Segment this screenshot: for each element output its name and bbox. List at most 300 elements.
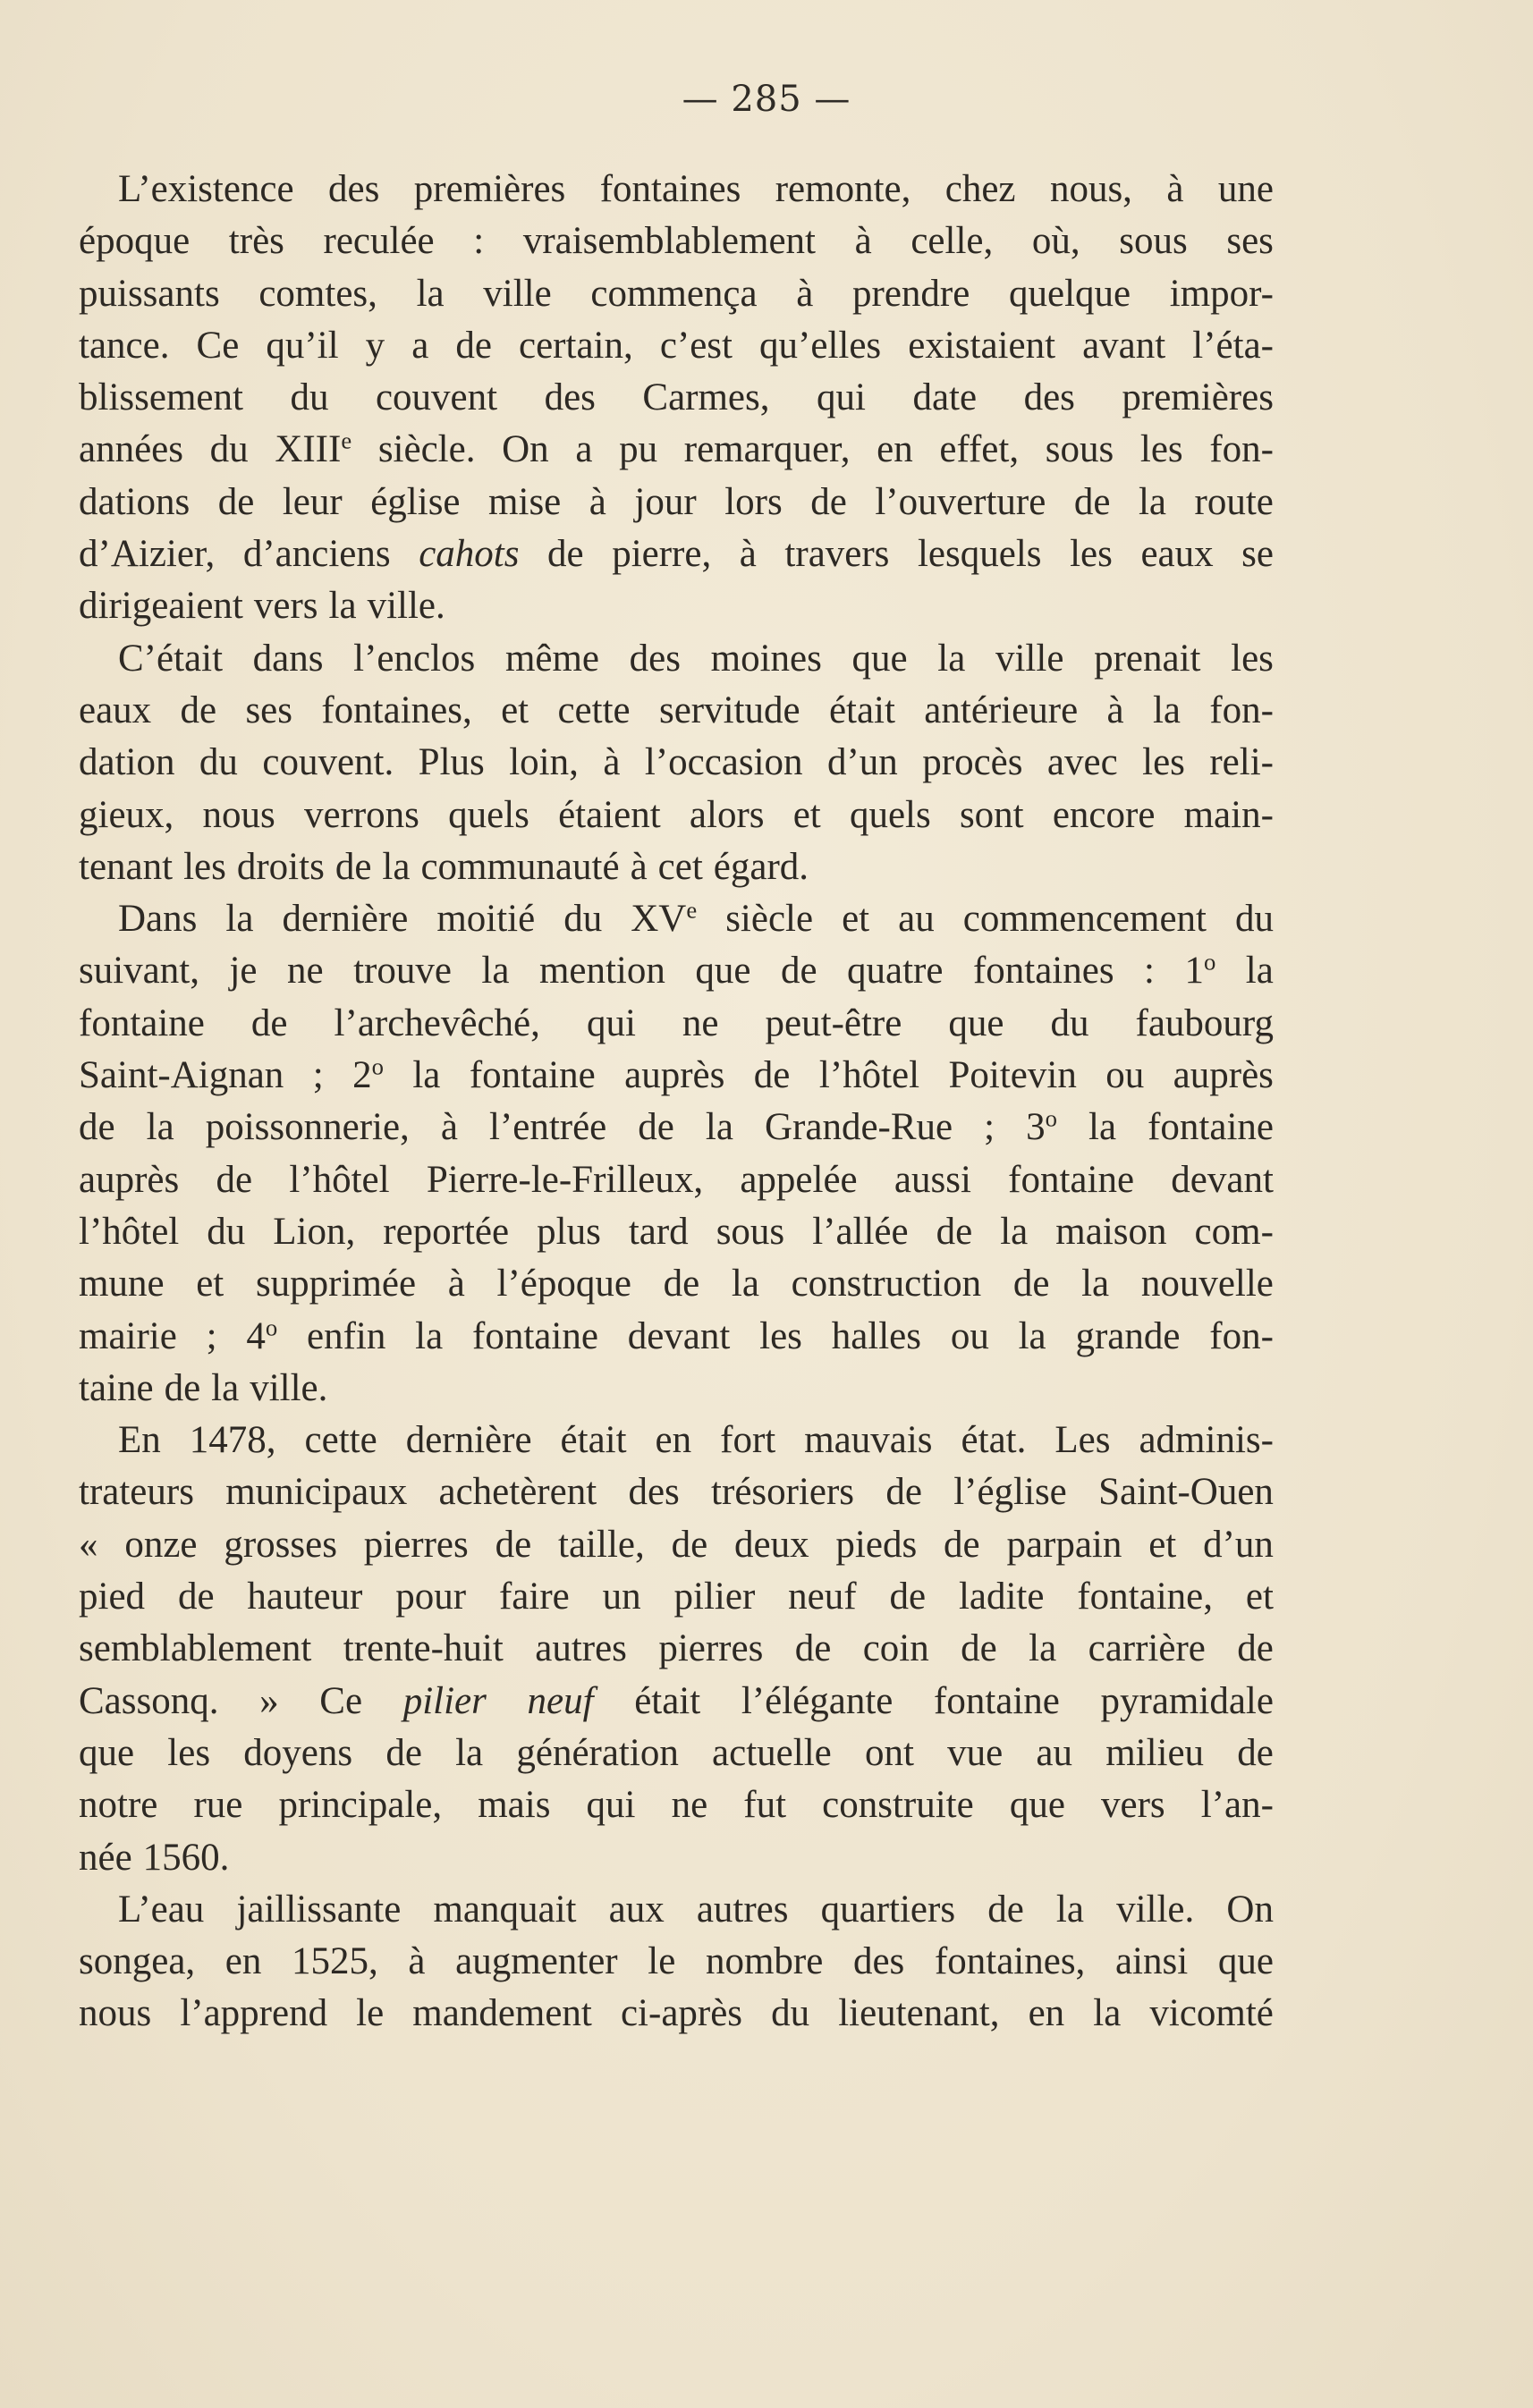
text-word: fut <box>743 1784 787 1827</box>
text-word: fontaine <box>469 1054 596 1097</box>
text-word: c’est <box>659 324 733 367</box>
text-word: et <box>1245 1576 1274 1618</box>
text-word: y <box>365 324 385 367</box>
text-word: chez <box>944 168 1016 210</box>
text-word: fontaine <box>934 1679 1060 1722</box>
text-word: encore <box>1052 793 1156 836</box>
text-word: ; <box>206 1314 217 1357</box>
text-word: le <box>648 1940 676 1983</box>
text-word: comtes, <box>258 272 377 315</box>
text-word: route <box>1194 480 1274 523</box>
text-word: mention <box>538 950 665 993</box>
text-word: sous <box>716 1210 785 1253</box>
text-word: du <box>290 376 329 419</box>
text-word: a <box>575 428 593 471</box>
text-word: tance. <box>79 324 170 367</box>
text-word: l’éta- <box>1192 324 1274 367</box>
superscript: o <box>265 1313 278 1340</box>
text-word: 4$^o$ <box>246 1313 278 1357</box>
text-word: mauvais <box>804 1419 933 1462</box>
text-word: à <box>1106 689 1124 731</box>
text-word: l’entrée <box>488 1106 607 1149</box>
text-word: taille, <box>558 1523 645 1566</box>
text-line <box>79 528 1274 580</box>
text-word: fon- <box>1209 428 1274 471</box>
text-line <box>79 268 1274 320</box>
text-word: eaux <box>79 689 152 731</box>
text-word: vraisemblablement <box>522 220 816 263</box>
text-word: commencement <box>962 898 1207 941</box>
text-word: pyramidale <box>1100 1679 1274 1722</box>
text-word: où, <box>1031 220 1080 263</box>
text-line <box>79 1415 1274 1466</box>
text-word: certain, <box>519 324 633 367</box>
text-word: du <box>209 428 249 471</box>
text-line <box>79 737 1274 789</box>
text-word: de <box>164 1366 201 1409</box>
text-word: la <box>455 1731 484 1774</box>
text-word: suivant, <box>79 950 199 993</box>
text-word: était <box>634 1679 701 1722</box>
text-word: quels <box>448 793 529 836</box>
text-word: augmenter <box>455 1940 618 1983</box>
text-word: procès <box>922 741 1023 784</box>
text-word: ses <box>1226 220 1274 263</box>
text-word: tenant <box>79 845 174 888</box>
text-word: carrière <box>1088 1627 1206 1670</box>
text-word: couvent. <box>262 741 394 784</box>
text-word: remonte, <box>775 168 911 210</box>
text-line <box>79 477 1274 528</box>
text-word: L’existence <box>118 168 294 210</box>
text-line <box>79 1884 1274 1936</box>
text-word: de <box>385 1731 422 1774</box>
text-word: Ce <box>319 1679 363 1722</box>
text-word: les <box>1070 533 1113 576</box>
text-word: taine <box>79 1366 154 1409</box>
text-word: d’un <box>1203 1523 1274 1566</box>
text-word: la <box>481 950 510 993</box>
text-word: de <box>1237 1627 1274 1670</box>
text-word: Cassonq. <box>79 1679 219 1722</box>
text-word: ; <box>984 1106 995 1149</box>
text-word: de <box>180 689 217 731</box>
text-line <box>79 1779 1274 1831</box>
text-word: qui <box>586 1001 636 1044</box>
text-word: au <box>898 898 935 941</box>
text-word: du <box>563 898 603 941</box>
text-word: des <box>1023 376 1075 419</box>
text-word: ne <box>682 1001 719 1044</box>
text-word: principale, <box>278 1784 443 1827</box>
text-word: dation <box>79 741 175 784</box>
text-word: la <box>416 272 445 315</box>
text-word: fontaine, <box>1077 1576 1213 1618</box>
text-word: hauteur <box>247 1576 363 1618</box>
text-word: XIIIe <box>275 427 352 471</box>
text-line <box>79 685 1274 737</box>
text-word: à <box>589 480 606 523</box>
text-word: enfin <box>307 1314 386 1357</box>
text-word: avec <box>1046 741 1118 784</box>
text-word: mandement <box>412 1992 592 2035</box>
text-word: que <box>948 1001 1004 1044</box>
text-word: mais <box>478 1784 551 1827</box>
text-line <box>79 841 1274 893</box>
text-word: nous <box>79 1992 152 2035</box>
text-word: neuf <box>527 1679 594 1722</box>
text-word: l’allée <box>812 1210 909 1253</box>
text-word: Ce <box>196 324 240 367</box>
text-word: le <box>356 1992 385 2035</box>
text-word: à <box>447 1263 465 1305</box>
text-word: la <box>415 1314 444 1357</box>
text-line <box>79 790 1274 841</box>
text-word: se <box>1241 533 1274 576</box>
text-word: à <box>796 272 814 315</box>
text-word: les <box>1142 741 1185 784</box>
text-word: à <box>440 1106 458 1149</box>
text-word: en <box>655 1419 692 1462</box>
text-word: fontaines, <box>934 1940 1086 1983</box>
text-word: ; <box>312 1054 324 1097</box>
text-word: et <box>196 1263 224 1305</box>
text-word: municipaux <box>225 1471 408 1514</box>
text-word: tard <box>628 1210 689 1253</box>
text-word: ainsi <box>1114 1940 1189 1983</box>
text-word: de <box>944 1523 980 1566</box>
text-word: née <box>79 1836 132 1879</box>
text-word: à <box>854 220 872 263</box>
text-word: ses <box>245 689 293 731</box>
text-word: était <box>560 1419 627 1462</box>
text-word: dans <box>252 637 324 680</box>
text-word: onze <box>124 1523 198 1566</box>
text-word: la <box>1088 1106 1117 1149</box>
text-word: aussi <box>894 1158 971 1201</box>
text-word: premières <box>1122 376 1274 419</box>
text-word: de <box>663 1263 700 1305</box>
text-line <box>79 1623 1274 1675</box>
text-line <box>79 1676 1274 1728</box>
text-word: la <box>382 845 411 888</box>
text-word: de <box>671 1523 708 1566</box>
text-word: mune <box>79 1263 165 1305</box>
text-word: d’anciens <box>242 533 391 576</box>
text-line <box>79 320 1274 372</box>
text-word: ci-après <box>620 1992 743 2035</box>
text-word: les <box>1231 637 1274 680</box>
text-word: grande <box>1075 1314 1181 1357</box>
text-word: que <box>1009 1784 1065 1827</box>
text-word: halles <box>831 1314 922 1357</box>
text-word: des <box>328 168 380 210</box>
page-number: — 285 — <box>682 79 851 120</box>
text-word: L’eau <box>118 1888 205 1931</box>
text-word: avant <box>1082 324 1166 367</box>
text-word: auprès <box>624 1054 725 1097</box>
text-word: de <box>780 950 817 993</box>
text-word: de <box>753 1054 791 1097</box>
text-word: moines <box>710 637 822 680</box>
text-word: un <box>602 1576 641 1618</box>
text-word: vers <box>1101 1784 1165 1827</box>
text-word: auprès <box>79 1158 180 1201</box>
text-word: à <box>603 741 621 784</box>
text-word: date <box>912 376 978 419</box>
text-word: dernière <box>405 1419 532 1462</box>
text-word: que <box>695 950 751 993</box>
text-line <box>79 1519 1274 1571</box>
text-word: de <box>987 1888 1024 1931</box>
text-word: devant <box>627 1314 731 1357</box>
text-word: de <box>455 324 492 367</box>
text-word: la <box>1152 689 1181 731</box>
text-word: la <box>731 1263 759 1305</box>
text-word: ville <box>995 637 1064 680</box>
text-word: de <box>177 1576 215 1618</box>
text-line <box>79 1466 1274 1518</box>
text-word: en <box>1028 1992 1065 2035</box>
text-word: Saint-Ouen <box>1098 1471 1274 1514</box>
text-word: de <box>1073 480 1111 523</box>
text-word: la <box>1055 1888 1084 1931</box>
text-word: pieds <box>835 1523 918 1566</box>
text-word: Saint-Aignan <box>79 1054 284 1097</box>
text-word: faire <box>498 1576 570 1618</box>
text-word: nous <box>202 793 275 836</box>
text-word: trouve <box>353 950 452 993</box>
text-word: rue <box>193 1784 243 1827</box>
text-word: fon- <box>1209 689 1274 731</box>
text-word: auprès <box>1173 1054 1274 1097</box>
text-word: de <box>547 533 584 576</box>
text-word: notre <box>79 1784 158 1827</box>
text-word: siècle <box>725 898 814 941</box>
text-word: de <box>1237 1731 1274 1774</box>
text-word: la <box>1029 1627 1057 1670</box>
text-word: nous, <box>1049 168 1132 210</box>
text-word: fort <box>720 1419 776 1462</box>
text-line <box>79 1154 1274 1206</box>
text-word: pilier <box>402 1679 487 1722</box>
text-word: nombre <box>705 1940 824 1983</box>
text-word: reportée <box>383 1210 510 1253</box>
text-word: ou <box>1105 1054 1145 1097</box>
text-word: mise <box>488 480 562 523</box>
text-word: reculée <box>323 220 435 263</box>
text-word: commença <box>590 272 758 315</box>
text-word: sous <box>1119 220 1188 263</box>
text-word: 1560. <box>142 1836 230 1879</box>
text-word: blissement <box>79 376 243 419</box>
text-word: l’église <box>953 1471 1067 1514</box>
text-word: parpain <box>1006 1523 1122 1566</box>
text-word: fontaine <box>79 1001 205 1044</box>
text-word: verrons <box>303 793 419 836</box>
text-line <box>79 1102 1274 1153</box>
text-word: effet, <box>939 428 1020 471</box>
superscript: e <box>686 896 698 924</box>
text-word: antérieure <box>924 689 1079 731</box>
text-word: impor- <box>1169 272 1274 315</box>
text-word: était <box>828 689 895 731</box>
text-word: Grande-Rue <box>765 1106 953 1149</box>
text-line <box>79 998 1274 1050</box>
text-word: à <box>1166 168 1184 210</box>
text-word: : <box>1144 950 1155 993</box>
text-word: étaient <box>558 793 661 836</box>
text-word: je <box>229 950 258 993</box>
text-word: fontaines <box>599 168 741 210</box>
text-word: lors <box>724 480 783 523</box>
text-word: les <box>1139 428 1183 471</box>
text-word: mairie <box>79 1314 177 1357</box>
text-word: premières <box>413 168 566 210</box>
text-word: des <box>852 1940 905 1983</box>
text-word: main- <box>1183 793 1274 836</box>
text-word: communauté <box>420 845 620 888</box>
text-word: eaux <box>1140 533 1214 576</box>
text-word: Lion, <box>273 1210 356 1253</box>
text-word: des <box>629 637 681 680</box>
text-word: Dans <box>118 898 198 941</box>
text-word: cahots <box>419 533 520 576</box>
text-word: jour <box>634 480 697 523</box>
text-word: même <box>504 637 600 680</box>
text-word: de <box>885 1471 922 1514</box>
text-word: fontaine <box>1008 1158 1135 1201</box>
text-word: pu <box>619 428 658 471</box>
text-word: l’ouverture <box>875 480 1046 523</box>
text-word: puissants <box>79 272 220 315</box>
text-word: ne <box>286 950 324 993</box>
text-word: que <box>79 1731 135 1774</box>
text-word: de <box>79 1106 115 1149</box>
text-word: leur <box>282 480 343 523</box>
text-word: reli- <box>1209 741 1274 784</box>
text-word: à <box>739 533 757 576</box>
text-line <box>79 1206 1274 1258</box>
text-word: siècle. <box>377 428 476 471</box>
text-word: fontaines, <box>321 689 472 731</box>
text-word: en <box>224 1940 262 1983</box>
text-word: actuelle <box>712 1731 832 1774</box>
text-word: la <box>705 1106 733 1149</box>
text-word: dations <box>79 480 191 523</box>
text-word: ont <box>864 1731 914 1774</box>
text-word: la <box>1245 950 1274 993</box>
text-word: quartiers <box>820 1888 956 1931</box>
text-word: qu’elles <box>759 324 882 367</box>
text-word: alors <box>689 793 765 836</box>
text-word: quels <box>849 793 931 836</box>
text-word: 3$^o$ <box>1026 1104 1057 1149</box>
text-word: quatre <box>847 950 944 993</box>
text-word: ville. <box>250 1366 328 1409</box>
text-word: et <box>501 689 529 731</box>
text-word: cet <box>657 845 703 888</box>
text-line <box>79 1988 1274 2040</box>
text-word: génération <box>516 1731 679 1774</box>
text-word: la <box>1081 1263 1110 1305</box>
text-word: plus <box>537 1210 601 1253</box>
text-word: la <box>1000 1210 1029 1253</box>
text-word: autres <box>696 1888 789 1931</box>
text-line <box>79 945 1274 997</box>
text-word: de <box>638 1106 674 1149</box>
text-word: existaient <box>908 324 1056 367</box>
text-word: pilier <box>673 1576 756 1618</box>
text-word: et <box>792 793 821 836</box>
text-word: la <box>328 585 357 628</box>
text-word: l’hôtel <box>79 1210 180 1253</box>
text-word: dernière <box>282 898 409 941</box>
text-word: la <box>225 898 254 941</box>
text-word: On <box>1226 1888 1274 1931</box>
text-word: église <box>370 480 461 523</box>
text-word: pierres <box>658 1627 764 1670</box>
text-word: » <box>259 1679 279 1722</box>
text-word: ladite <box>958 1576 1045 1618</box>
text-word: ville <box>483 272 552 315</box>
text-word: les <box>183 845 226 888</box>
text-line <box>79 1832 1274 1884</box>
text-word: a <box>411 324 429 367</box>
text-word: 2$^o$ <box>352 1052 384 1097</box>
text-word: état. <box>961 1419 1027 1462</box>
text-word: fontaines <box>972 950 1114 993</box>
text-word: appelée <box>740 1158 858 1201</box>
text-line <box>79 215 1274 267</box>
text-word: vicomté <box>1149 1992 1274 2035</box>
text-word: les <box>759 1314 802 1357</box>
text-word: doyens <box>243 1731 353 1774</box>
text-word: à <box>630 845 648 888</box>
text-word: que <box>851 637 908 680</box>
text-word: du <box>199 741 238 784</box>
text-word: Les <box>1054 1419 1111 1462</box>
text-word: 1525, <box>292 1940 378 1983</box>
text-word: de <box>936 1210 973 1253</box>
text-word: fon- <box>1209 1314 1274 1357</box>
text-word: de <box>810 480 847 523</box>
text-word: manquait <box>433 1888 577 1931</box>
text-word: les <box>167 1731 211 1774</box>
text-word: vers <box>253 585 318 628</box>
text-word: et <box>1148 1523 1177 1566</box>
text-word: la <box>1093 1992 1122 2035</box>
text-word: maison <box>1055 1210 1167 1253</box>
text-word: l’époque <box>496 1263 631 1305</box>
text-word: Plus <box>418 741 485 784</box>
text-word: au <box>1036 1731 1072 1774</box>
text-word: de <box>961 1627 997 1670</box>
text-word: jaillissante <box>236 1888 402 1931</box>
text-word: ville. <box>1116 1888 1195 1931</box>
text-line <box>79 1936 1274 1988</box>
text-word: coin <box>862 1627 929 1670</box>
text-word: 1$^o$ <box>1184 948 1216 993</box>
text-word: C’était <box>118 637 224 680</box>
text-word: droits <box>236 845 325 888</box>
text-word: trateurs <box>79 1471 194 1514</box>
text-word: de <box>889 1576 927 1618</box>
text-word: de <box>217 480 255 523</box>
text-word: l’an- <box>1200 1784 1274 1827</box>
text-word: des <box>628 1471 680 1514</box>
text-word: prendre <box>852 272 970 315</box>
